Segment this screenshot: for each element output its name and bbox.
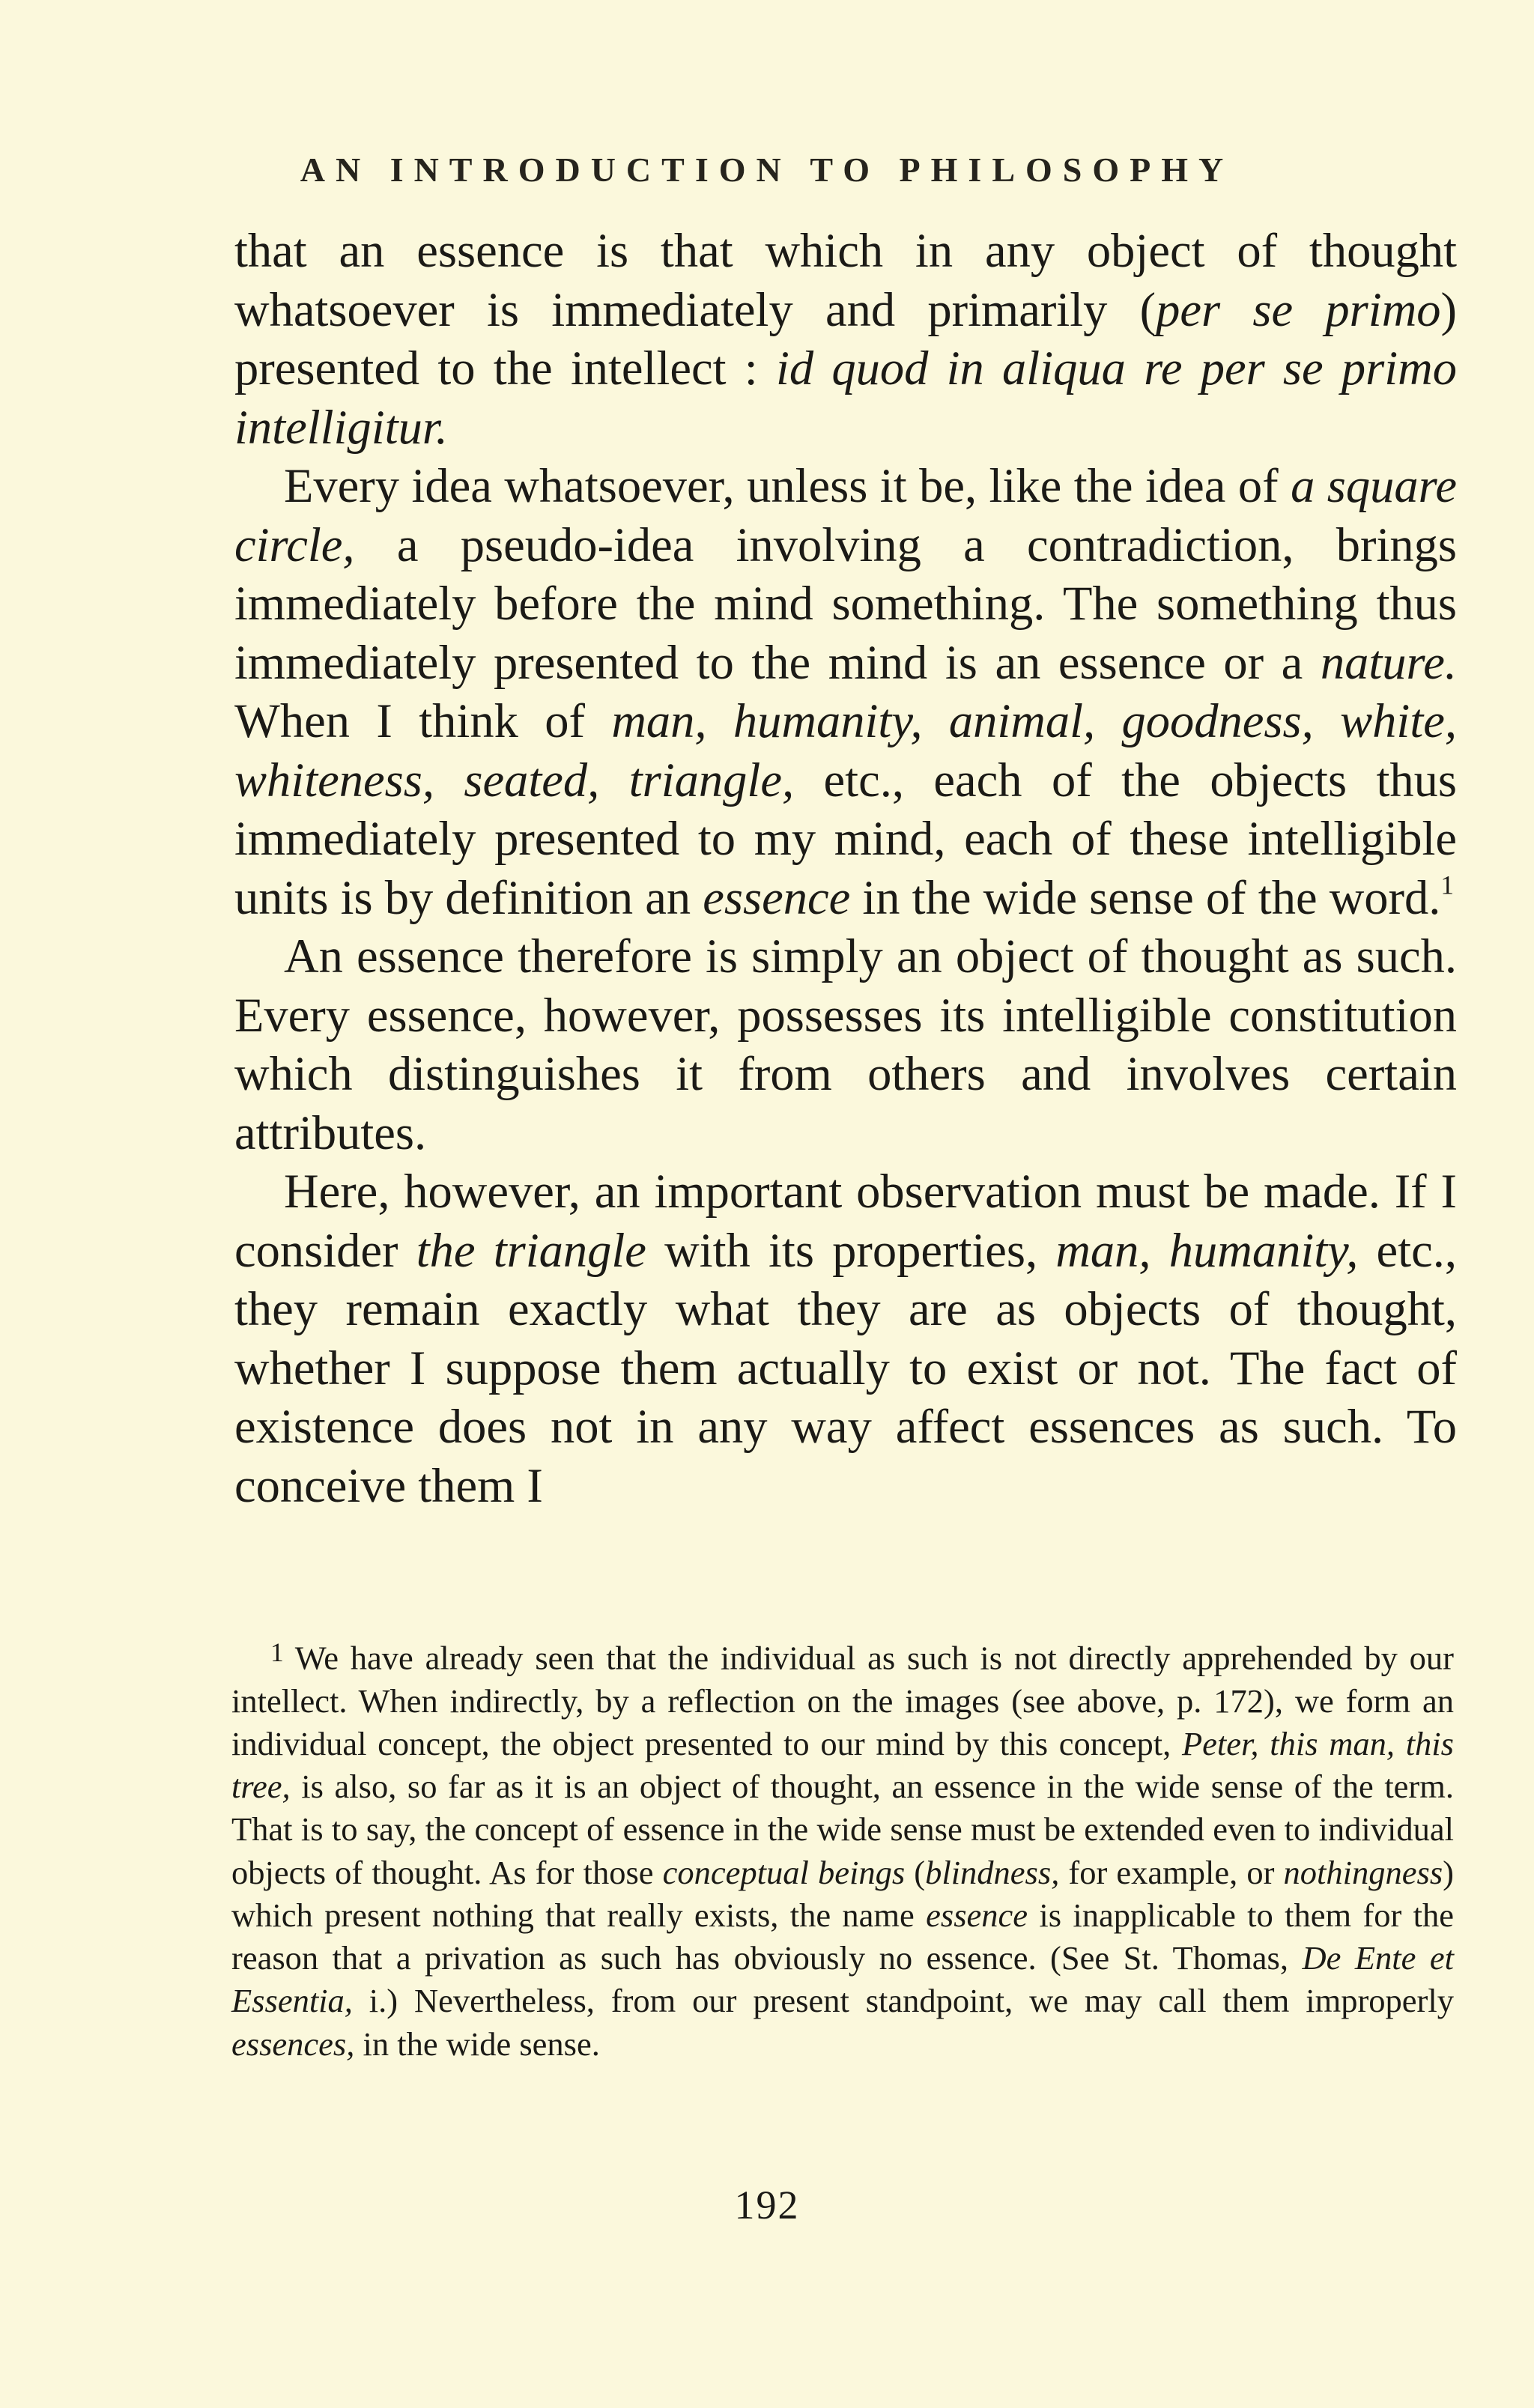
text-run: ( xyxy=(905,1853,926,1891)
italic-phrase: per se primo xyxy=(1156,282,1441,336)
paragraph-2 xyxy=(234,457,1457,927)
paragraph-1 xyxy=(234,222,1457,457)
italic-phrase: nature. xyxy=(1320,635,1457,689)
italic-phrase: nothingness xyxy=(1283,1853,1443,1891)
text-run: is inapplicable to them for the reason that a privation as such has obviously no essence. (See St. Thomas, xyxy=(231,1896,1455,1977)
paragraph-3 xyxy=(234,927,1457,1162)
italic-phrase: Peter, this man, this tree, xyxy=(231,1725,1454,1806)
text-run: An essence therefore is simply an object of thought as such. Every essence, however, possesses its intelligible constitution which distinguishes it from others and involves certain attributes. xyxy=(234,929,1457,1159)
text-run: ) presented to the intellect : xyxy=(234,282,1458,395)
italic-phrase: essence xyxy=(926,1896,1028,1934)
italic-phrase: the triangle xyxy=(416,1223,646,1277)
italic-phrase: man, humanity, animal, goodness, white, whiteness, seated, triangle, xyxy=(234,694,1457,807)
paragraph-4 xyxy=(234,1162,1457,1515)
text-run: We have already seen that the individual as such is not directly apprehended by our intellect. When indirectly, by a reflection on the images (see above, p. 172), we form an individual concept, the object presented to our mind by this concept, xyxy=(231,1639,1454,1763)
text-run: Here, however, an important observation must be made. If I consider xyxy=(234,1165,1457,1277)
text-run: etc., each of the objects thus immediately presented to my mind, each of these intelligible units is by definition an xyxy=(234,753,1458,924)
italic-phrase: De Ente et Essentia, xyxy=(231,1939,1454,2020)
text-run: for example, or xyxy=(1059,1853,1284,1891)
text-run: When I think of xyxy=(234,694,612,747)
italic-phrase: man, humanity, xyxy=(1055,1223,1359,1277)
italic-phrase: blindness, xyxy=(925,1853,1060,1891)
text-run: Every idea whatsoever, unless it be, like the idea of xyxy=(284,459,1291,512)
italic-phrase: essences, xyxy=(231,2025,355,2063)
text-run: in the wide sense of the word. xyxy=(850,870,1441,924)
text-run: a pseudo-idea involving a contradiction, brings immediately before the mind something. The something thus immediately presented to the mind is an essence or a xyxy=(234,518,1457,689)
italic-phrase: conceptual beings xyxy=(662,1853,906,1891)
page-number: 192 xyxy=(734,2183,800,2227)
running-head: AN INTRODUCTION TO PHILOSOPHY xyxy=(300,151,1234,189)
text-run: etc., they remain exactly what they are as objects of thought, whether I suppose them actually to exist or not. The fact of existence does not in any way affect essences as such. To conceive them I xyxy=(234,1223,1457,1512)
footnote-reference[interactable]: 1 xyxy=(1440,869,1455,900)
text-run: ) which present nothing that really exists, the name xyxy=(231,1853,1454,1934)
text-run: in the wide sense. xyxy=(354,2025,600,2063)
italic-phrase: essence xyxy=(703,870,851,924)
italic-phrase: id quod in aliqua re per se primo intelligitur. xyxy=(234,342,1458,454)
footnote-marker: 1 xyxy=(270,1637,284,1667)
text-run: is also, so far as it is an object of thought, an essence in the wide sense of the term. That is to say, the concept of essence in the wide sense must be extended even to individual objects of thought. As for those xyxy=(231,1768,1454,1891)
footnote xyxy=(231,1631,1454,2066)
text-run: that an essence is that which in any object of thought whatsoever is immediately and primarily ( xyxy=(234,224,1457,336)
text-run: i.) Nevertheless, from our present standpoint, we may call them improperly xyxy=(352,1982,1454,2020)
text-run: with its properties, xyxy=(646,1223,1056,1277)
italic-phrase: a square circle, xyxy=(234,459,1457,571)
main-text xyxy=(234,222,1457,1515)
